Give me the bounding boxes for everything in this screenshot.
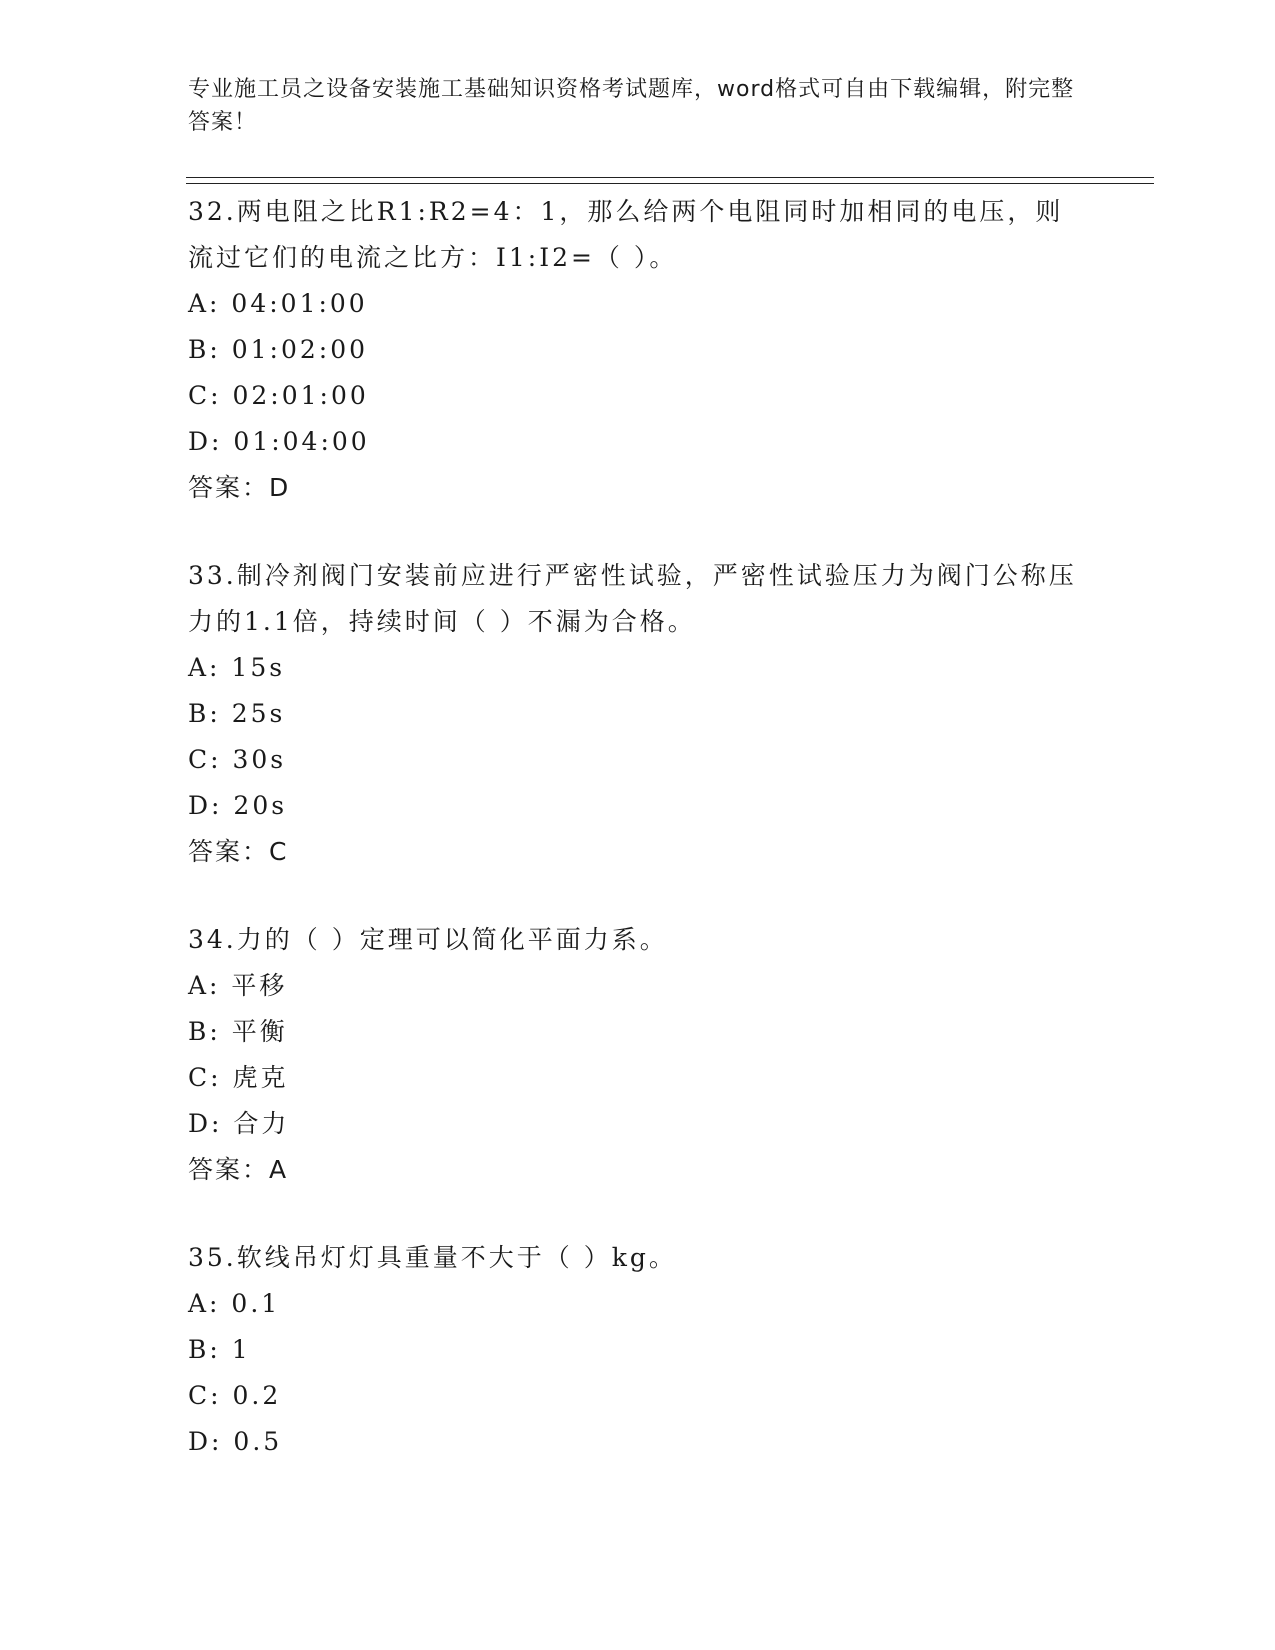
- option-a: A: 04:01:00: [188, 289, 368, 318]
- answer-line: 答案：D: [188, 473, 291, 502]
- question-34: [188, 917, 1088, 1193]
- document-header: 专业施工员之设备安装施工基础知识资格考试题库，word格式可自由下载编辑，附完整答案！: [188, 77, 1075, 135]
- question-33: [188, 553, 1088, 875]
- header-divider-top: [186, 177, 1154, 178]
- option-b: B: 平衡: [188, 1017, 288, 1046]
- option-d: D: 0.5: [188, 1427, 283, 1456]
- answer-line: 答案：C: [188, 837, 289, 866]
- question-list: [188, 189, 1088, 1507]
- option-a: A: 平移: [188, 971, 288, 1000]
- option-d: D: 01:04:00: [188, 427, 370, 456]
- question-text: 35.软线吊灯灯具重量不大于（ ）kg。: [188, 1243, 677, 1272]
- option-c: C: 0.2: [188, 1381, 282, 1410]
- question-text: 32.两电阻之比R1:R2=4：1，那么给两个电阻同时加相同的电压，则流过它们的电流之比方：I1:I2=（ ）。: [188, 197, 1064, 272]
- option-d: D: 20s: [188, 791, 288, 820]
- question-32: [188, 189, 1088, 511]
- option-b: B: 1: [188, 1335, 251, 1364]
- option-d: D: 合力: [188, 1109, 290, 1138]
- option-a: A: 0.1: [188, 1289, 281, 1318]
- header-divider-bottom: [186, 183, 1154, 184]
- option-c: C: 02:01:00: [188, 381, 369, 410]
- option-a: A: 15s: [188, 653, 286, 682]
- option-c: C: 虎克: [188, 1063, 289, 1092]
- option-c: C: 30s: [188, 745, 287, 774]
- option-b: B: 25s: [188, 699, 286, 728]
- option-b: B: 01:02:00: [188, 335, 369, 364]
- question-text: 34.力的（ ）定理可以简化平面力系。: [188, 925, 668, 954]
- answer-line: 答案：A: [188, 1155, 289, 1184]
- question-text: 33.制冷剂阀门安装前应进行严密性试验，严密性试验压力为阀门公称压力的1.1倍，持续时间（ ）不漏为合格。: [188, 561, 1077, 636]
- question-35: [188, 1235, 1088, 1465]
